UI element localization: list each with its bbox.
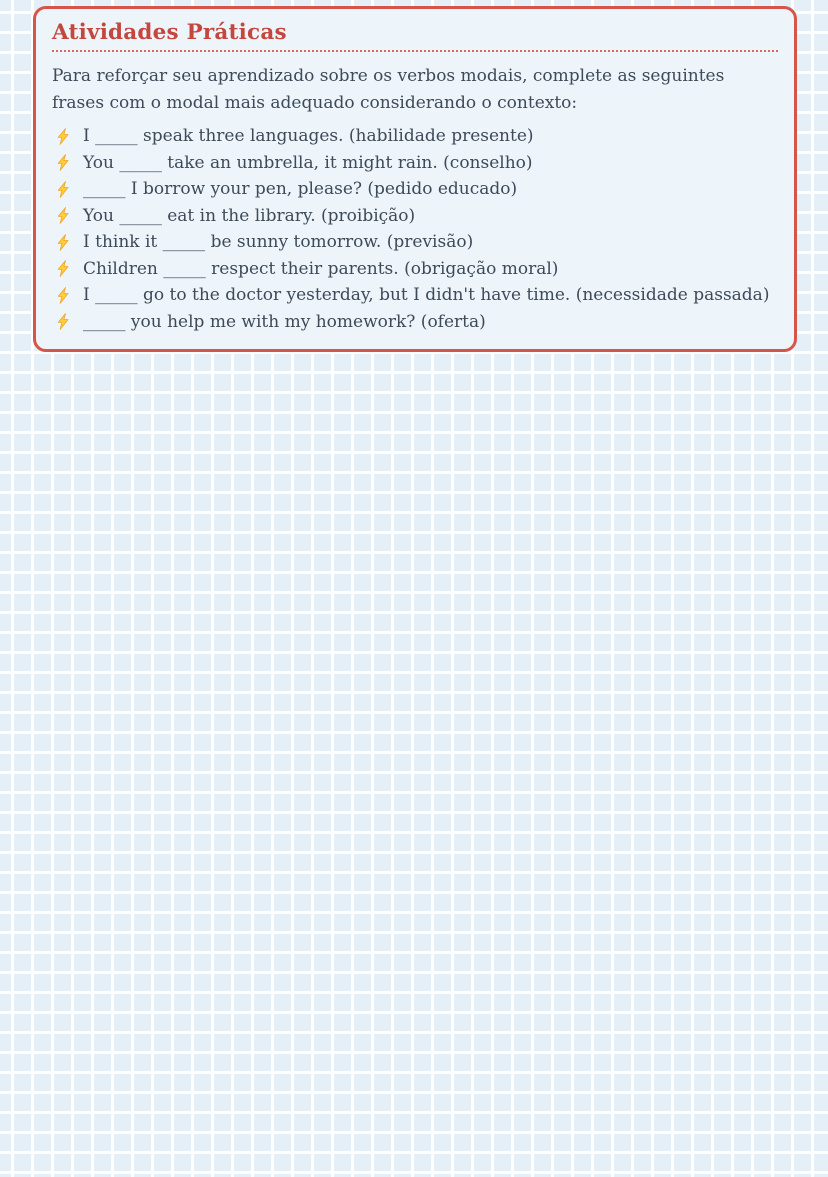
exercise-text: I think it _____ be sunny tomorrow. (previsão) — [83, 232, 474, 252]
exercise-item — [55, 256, 778, 283]
lightning-bolt-icon — [55, 313, 70, 331]
lightning-bolt-icon — [55, 207, 70, 225]
exercise-item — [55, 203, 778, 230]
lightning-bolt-icon — [55, 233, 70, 251]
lightning-bolt-icon — [55, 127, 70, 145]
exercise-text: _____ I borrow your pen, please? (pedido educado) — [83, 179, 518, 199]
lightning-bolt-icon — [55, 260, 70, 278]
exercise-item — [55, 176, 778, 203]
exercise-text: Children _____ respect their parents. (obrigação moral) — [83, 258, 559, 279]
lightning-bolt-icon — [55, 286, 70, 304]
lightning-bolt-icon — [55, 154, 70, 172]
lightning-bolt-icon — [55, 180, 70, 198]
exercise-item — [55, 309, 778, 336]
exercise-item — [55, 150, 778, 177]
exercise-list — [55, 123, 778, 335]
exercise-item — [55, 229, 778, 256]
worksheet-page — [0, 6, 828, 352]
exercise-text: I _____ go to the doctor yesterday, but I didn't have time. (necessidade passada) — [83, 285, 770, 305]
exercise-text: You _____ eat in the library. (proibição) — [83, 205, 416, 226]
exercise-text: _____ you help me with my homework? (oferta) — [83, 311, 486, 332]
card-intro: Para reforçar seu aprendizado sobre os verbos modais, complete as seguintes frases com o modal mais adequado considerando o contexto: — [52, 66, 725, 113]
activities-card — [33, 6, 797, 352]
exercise-item — [55, 282, 778, 309]
exercise-text: You _____ take an umbrella, it might rain. (conselho) — [83, 152, 533, 173]
exercise-text: I _____ speak three languages. (habilidade presente) — [83, 126, 534, 146]
card-title: Atividades Práticas — [52, 20, 778, 52]
exercise-item — [55, 123, 778, 150]
